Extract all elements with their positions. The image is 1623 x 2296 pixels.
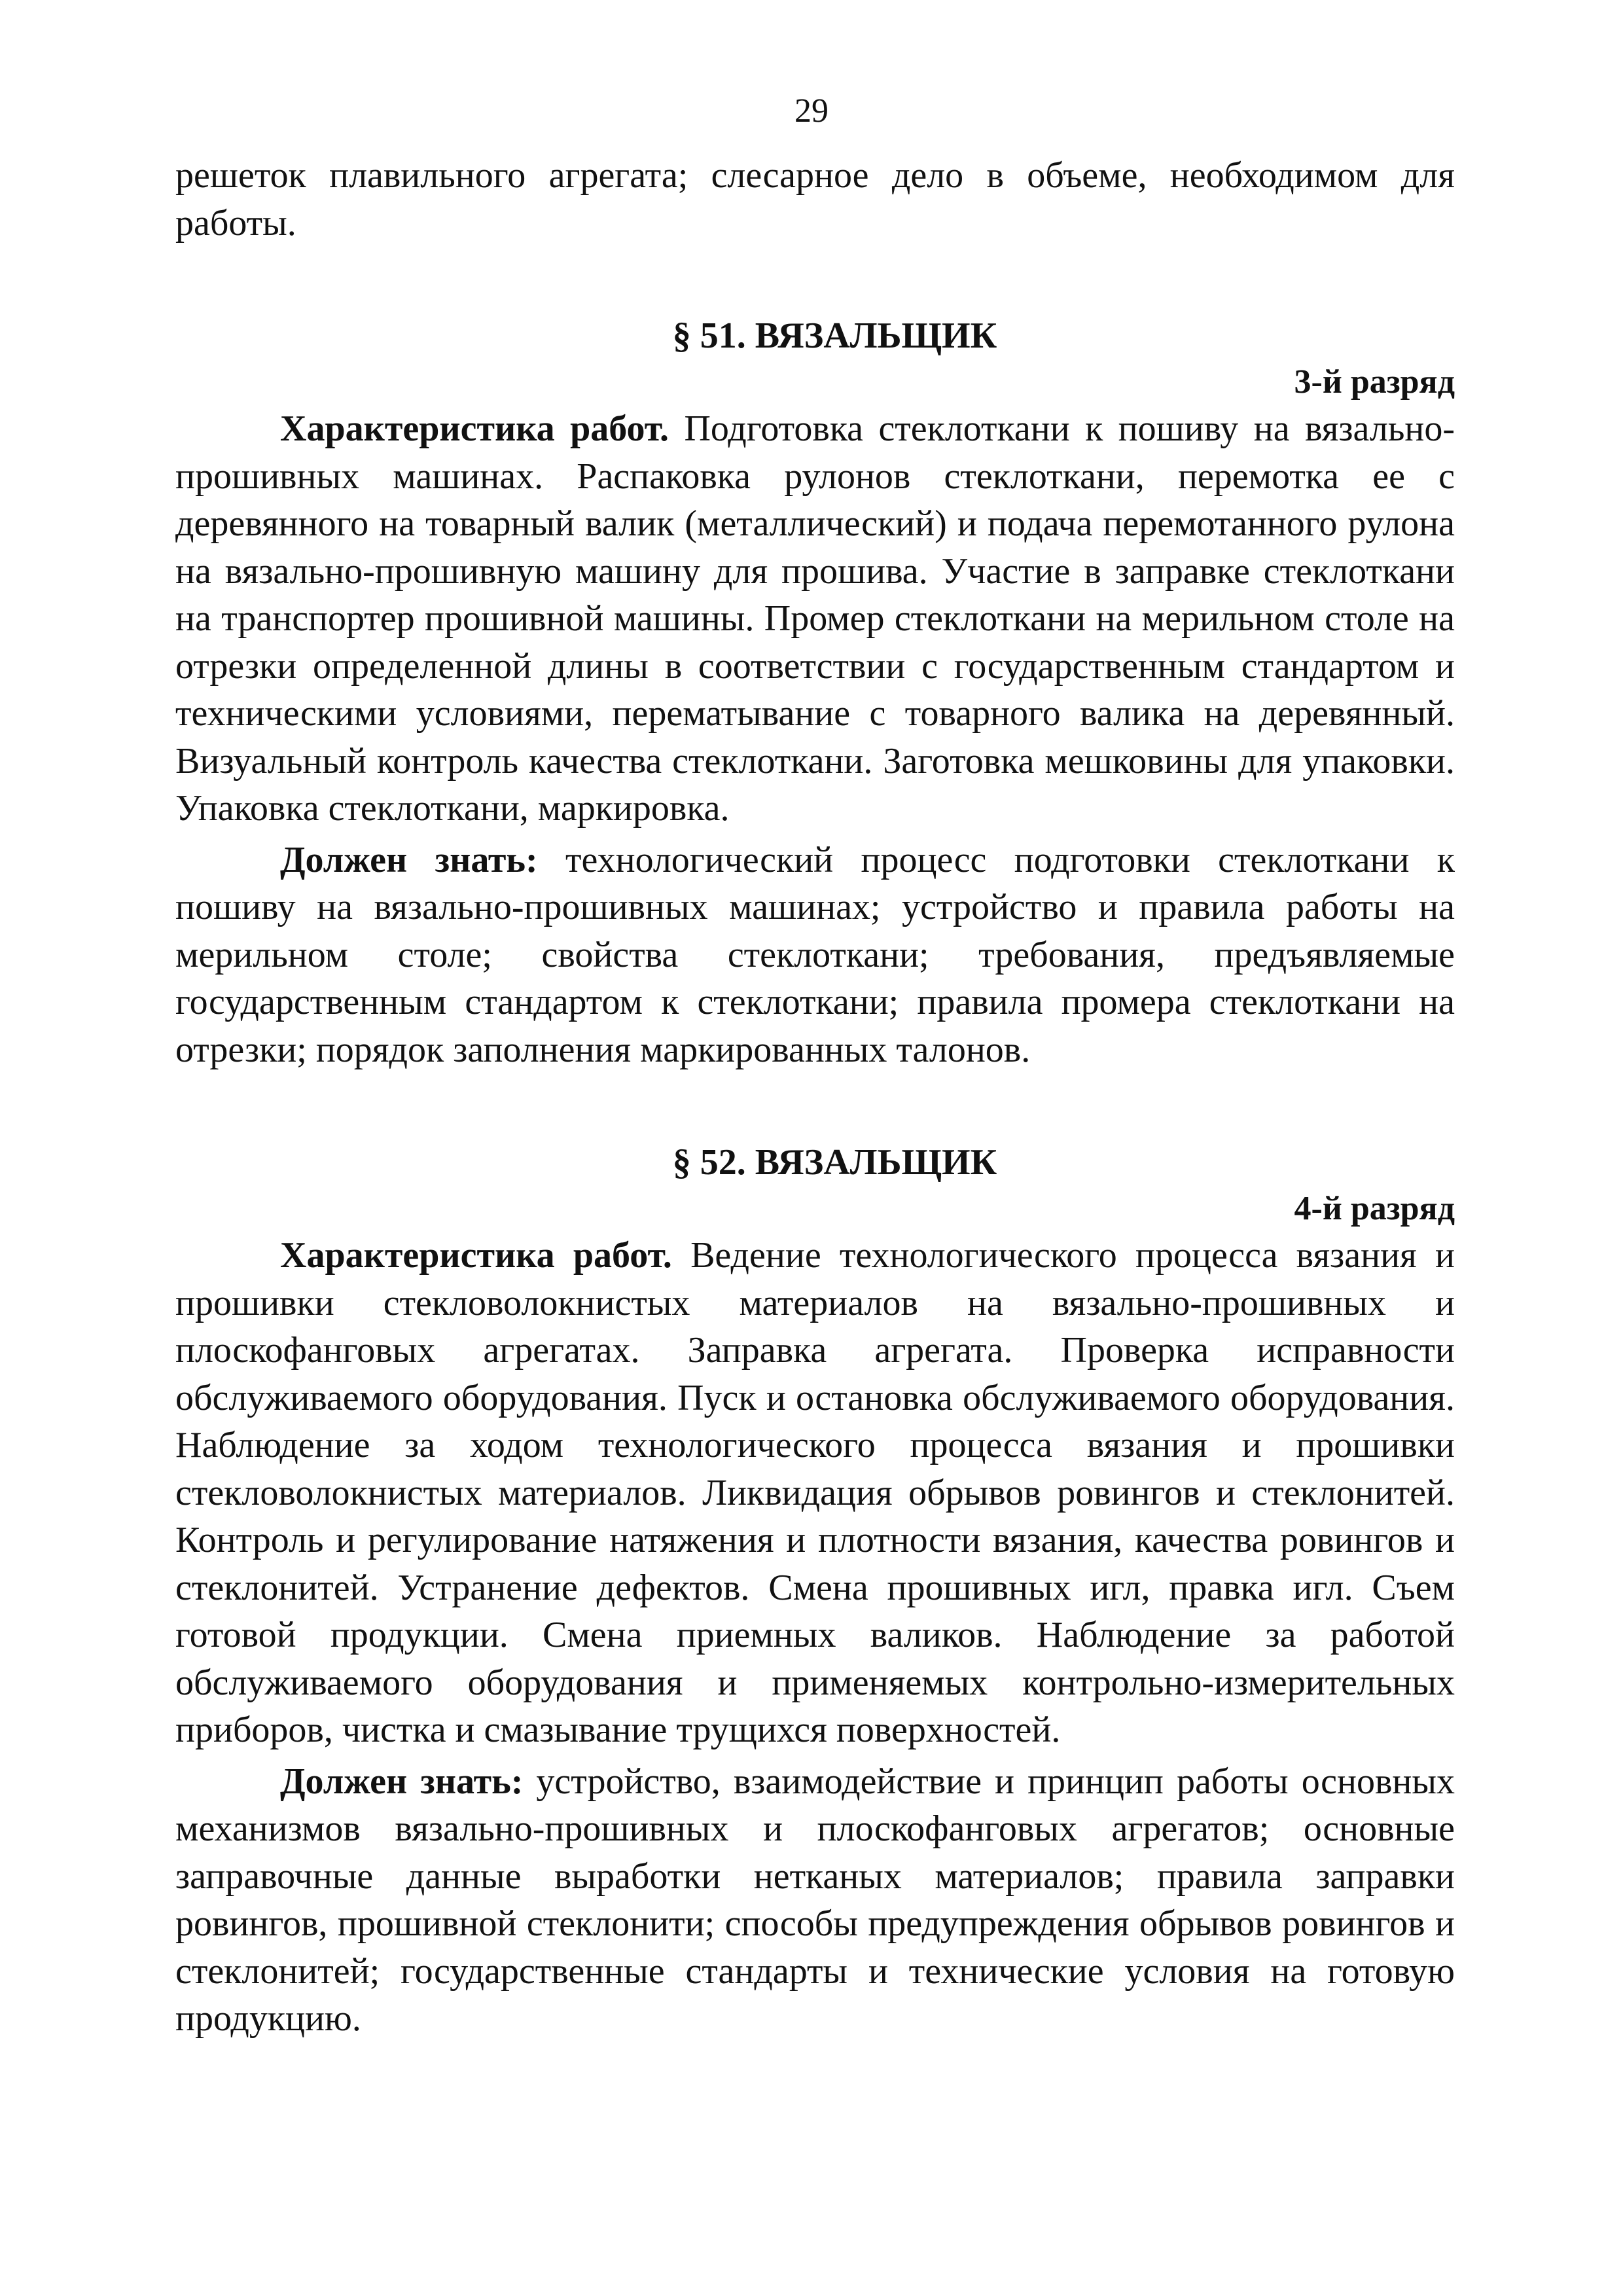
characteristic-paragraph xyxy=(175,405,1455,833)
section-title: § 51. ВЯЗАЛЬЩИК xyxy=(672,315,997,356)
characteristic-paragraph xyxy=(175,1232,1455,1754)
knowledge-paragraph xyxy=(175,1758,1455,2043)
characteristic-label: Характеристика работ. xyxy=(280,1235,672,1276)
knowledge-label: Должен знать: xyxy=(280,1761,524,1802)
knowledge-label: Должен знать: xyxy=(280,839,538,880)
section-51 xyxy=(175,312,1455,1073)
knowledge-text: устройство, взаимодействие и принцип работы основных механизмов вязально-прошивных и плоскофанговых агрегатов; основные заправочные данные выработки нетканых материалов; правила заправки ровингов, прошивной стеклонити; способы предупреждения обрывов ровингов и стеклонитей; государственные стандарты и технические условия на готовую продукцию. xyxy=(175,1761,1455,2039)
knowledge-text: технологический процесс подготовки стеклоткани к пошиву на вязально-прошивных машинах; устройство и правила работы на мерильном столе; свойства стеклоткани; требования, предъявляемые государственным стандартом к стеклоткани; правила промера стеклоткани на отрезки; порядок заполнения маркированных талонов. xyxy=(175,839,1455,1070)
page-number: 29 xyxy=(794,92,829,130)
grade-label: 3-й разряд xyxy=(1294,363,1455,401)
page-content xyxy=(175,152,1455,2043)
characteristic-label: Характеристика работ. xyxy=(280,408,669,449)
grade-label: 4-й разряд xyxy=(1294,1190,1455,1227)
section-title: § 52. ВЯЗАЛЬЩИК xyxy=(672,1142,997,1183)
characteristic-text: Ведение технологического процесса вязания и прошивки стекловолокнистых материалов на вязально-прошивных и плоскофанговых агрегатах. Заправка агрегата. Проверка исправности обслуживаемого оборудования. Пуск и остановка обслуживаемого оборудования. Наблюдение за ходом технологического процесса вязания и прошивки стекловолокнистых материалов. Ликвидация обрывов ровингов и стеклонитей. Контроль и регулирование натяжения и плотности вязания, качества ровингов и стеклонитей. Устранение дефектов. Смена прошивных игл, правка игл. Съем готовой продукции. Смена приемных валиков. Наблюдение за работой обслуживаемого оборудования и применяемых контрольно-измерительных приборов, чистка и смазывание трущихся поверхностей. xyxy=(175,1235,1455,1750)
knowledge-paragraph xyxy=(175,836,1455,1074)
section-52 xyxy=(175,1139,1455,2043)
characteristic-text: Подготовка стеклоткани к пошиву на вязально-прошивных машинах. Распаковка рулонов стеклоткани, перемотка ее с деревянного на товарный валик (металлический) и подача перемотанного рулона на вязально-прошивную машину для прошива. Участие в заправке стеклоткани на транспортер прошивной машины. Промер стеклоткани на мерильном столе на отрезки определенной длины в соответствии с государственным стандартом и техническими условиями, перематывание с товарного валика на деревянный. Визуальный контроль качества стеклоткани. Заготовка мешковины для упаковки. Упаковка стеклоткани, маркировка. xyxy=(175,408,1455,829)
intro-paragraph: решеток плавильного агрегата; слесарное дело в объеме, необходимом для работы. xyxy=(175,155,1455,243)
